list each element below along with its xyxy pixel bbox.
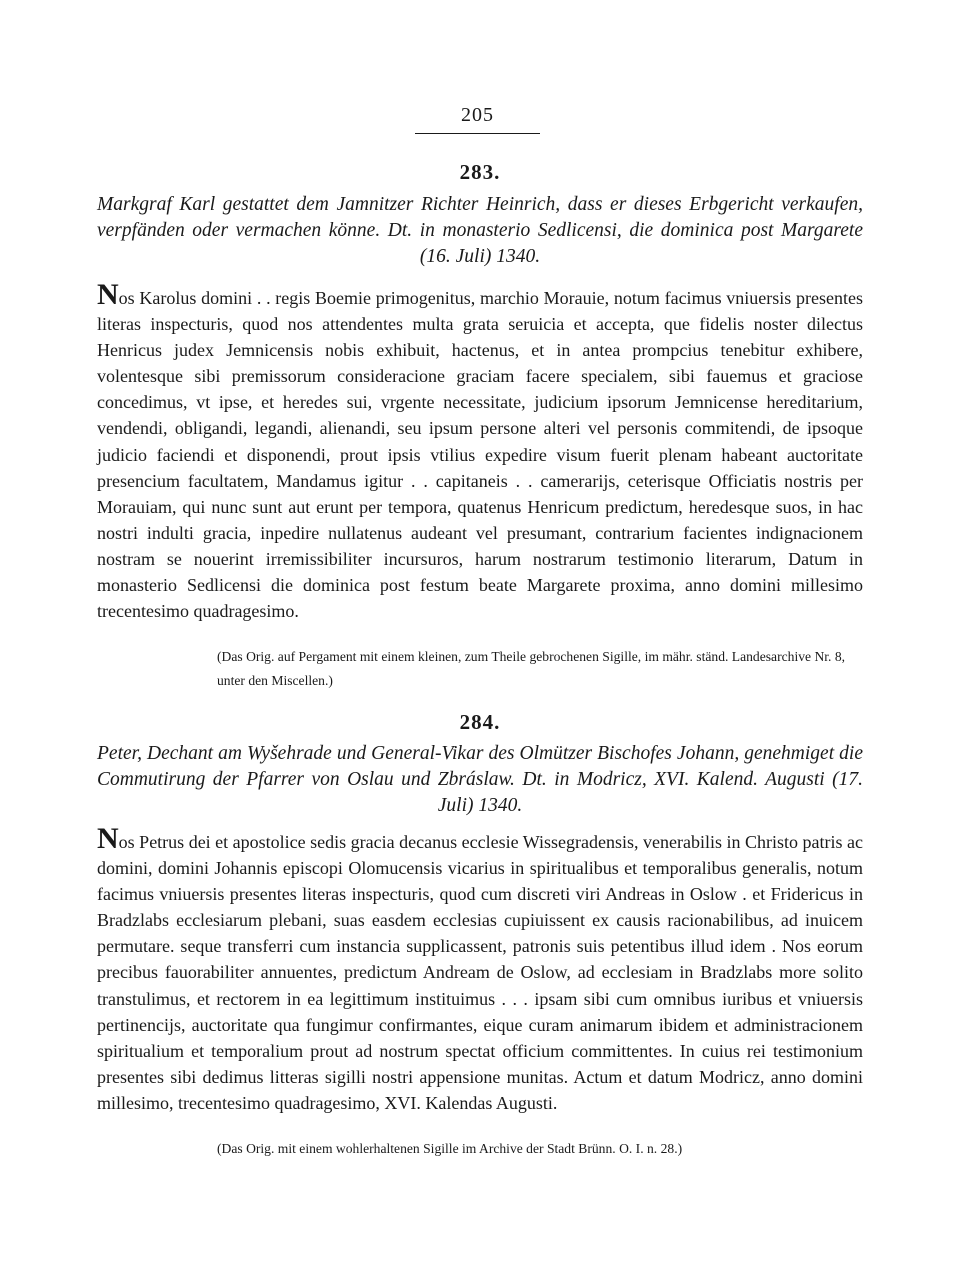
initial-letter: N xyxy=(97,822,119,855)
document-heading: Peter, Dechant am Wyšehrade und General-Vikar des Olmützer Bischofes Johann, genehmiget die Commutirung der Pfarrer von Oslau und Zbráslaw. Dt. in Modricz, XVI. Kalend. Augusti (17. Juli) 1340. xyxy=(97,743,863,816)
source-note: (Das Orig. auf Pergament mit einem kleinen, zum Theile gebrochenen Sigille, im mähr. ständ. Landesarchive Nr. 8, unter den Miscellen.) xyxy=(217,649,846,688)
document-body xyxy=(97,278,863,624)
page-number-rule xyxy=(415,133,540,134)
source-note: (Das Orig. mit einem wohlerhaltenen Sigille im Archive der Stadt Brünn. O. I. n. 28.) xyxy=(217,1141,683,1156)
document-text: os Karolus domini . . regis Boemie primogenitus, marchio Morauie, notum facimus vniuersis presentes literas inspecturis, quod nos attendentes multa grata seruicia et accepta, que fidelis noster dilectus Henricus judex Jemnicensis nobis exhibuit, hactenus, et in antea prompcius tenebitur exhibere, volentesque sibi premissorum consideracione graciam facere specialem, sibi fauemus et graciose concedimus, vt ipse, et heredes sui, vrgente necessitate, judicium ipsorum Jemnicense hereditarium, vendendi, obligandi, legandi, alienandi, seu ipsum persone alteri vel personis commitendi, de ipsoque judicio faciendi et disponendi, prout ipsis vtilius expedire visum fuerit plenam habeant auctoritate presencium facultatem, Mandamus igitur . . capitaneis . . camerarijs, ceterisque Officiatis nostris per Morauiam, qui nunc sunt aut erunt per tempora, quatenus Henricum predictum, heredesque suos, in hac nostri indulti gracia, inpedire nullatenus audeant vel presumant, contrarium facientes indignacionem nostram se nouerint irremissibiliter incursuros, harum nostrarum testimonio literarum, Datum in monasterio Sedlicensi die dominica post festum beate Margarete proxima, anno domini millesimo trecentesimo quadragesimo. xyxy=(97,288,863,622)
document-number: 284. xyxy=(459,710,501,734)
document-heading: Markgraf Karl gestattet dem Jamnitzer Richter Heinrich, dass er dieses Erbgericht verkaufen, verpfänden oder vermachen könne. Dt. in monasterio Sedlicensi, die dominica post Margarete (16. Juli) 1340. xyxy=(97,194,863,267)
initial-letter: N xyxy=(97,278,119,311)
document-text: os Petrus dei et apostolice sedis gracia decanus ecclesie Wissegradensis, venerabilis in Christo patris ac domini, domini Johannis episcopi Olomucensis vicarius in spiritualibus et temporalibus generalis, notum facimus vniuersis presentes literas inspecturis, quod cum discreti viri Andreas in Oslow . et Fridericus in Bradzlabs ecclesiarum plebani, suas easdem ecclesias cupiuissent ex causis racionabilibus, ad inuicem permutare. seque transferri cum instancia supplicassent, patronis suis petentibus illud idem . Nos eorum precibus fauorabiliter annuentes, predictum Andream de Oslow, ad ecclesiam in Bradzlabs more solito transtulimus, et rectorem in ea legittimum instituimus . . . ipsam sibi cum omnibus iuribus et vniuersis pertinencijs, auctoritate qua fungimur confirmantes, eique curam animarum ibidem et administracionem spiritualium et temporalium prout ad nostrum spectat officium committentes. In cuius rei testimonium presentes sibi dedimus litteras sigilli nostri appensione munitas. Actum et datum Modricz, anno domini millesimo, trecentesimo quadragesimo, XVI. Kalendas Augusti. xyxy=(97,832,863,1113)
document-number: 283. xyxy=(459,160,501,184)
document-body xyxy=(97,822,863,1116)
page-number: 205 xyxy=(461,104,494,126)
